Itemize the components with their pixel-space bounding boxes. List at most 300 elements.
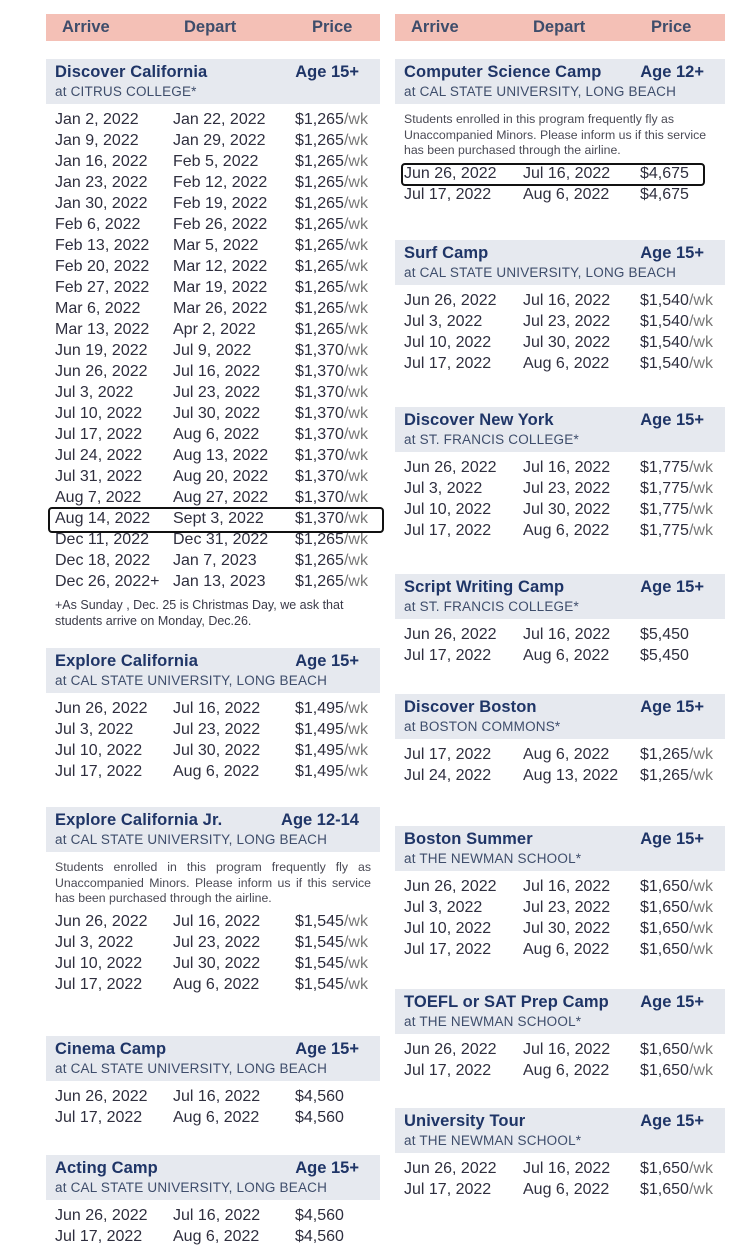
right-column-header [395,14,725,41]
price-unit: /wk [343,699,368,717]
price-value: $1,265 [295,257,344,275]
price-value: $1,265 [295,236,344,254]
depart-date: Jul 30, 2022 [523,333,611,351]
price [295,279,368,297]
depart-date: Jan 7, 2023 [173,551,257,569]
section-university-tour [395,1108,725,1200]
price-value: $1,545 [295,934,344,951]
price-unit: /wk [688,354,713,372]
section-toefl-sat-prep-camp [395,989,725,1081]
depart-date: Jul 9, 2022 [173,341,252,359]
price [295,132,368,150]
price-unit: /wk [688,458,713,476]
section-header [395,826,725,871]
price [295,552,368,570]
table-row [404,164,725,185]
section-title: Explore California [55,652,199,670]
section-header [395,59,725,104]
arrive-date: Aug 14, 2022 [55,509,151,527]
section-header [46,1036,380,1081]
section-age: Age 15+ [640,698,704,716]
price [640,501,713,519]
price [295,258,368,276]
price-unit: /wk [343,173,368,191]
schedule-rows [395,619,725,666]
price-value: $1,650 [640,1159,689,1177]
depart-date: Jul 16, 2022 [523,458,611,476]
arrive-date: Jul 3, 2022 [404,898,483,916]
price-unit: /wk [343,976,368,993]
arrive-date: Mar 6, 2022 [55,299,141,317]
section-title: Explore California Jr. [55,811,223,829]
price-value: $1,540 [640,291,689,309]
price-value: $1,265 [295,320,344,338]
price-value: $1,495 [295,762,344,780]
depart-date: Jul 30, 2022 [173,741,261,759]
section-age: Age 15+ [295,1040,359,1058]
price-unit: /wk [343,551,368,569]
arrive-date: Dec 18, 2022 [55,551,151,569]
schedule-rows [46,1200,380,1247]
price-value: $1,265 [640,766,689,784]
section-title: Surf Camp [404,244,489,262]
table-row [55,740,380,761]
table-row [404,897,725,918]
table-row [55,256,380,277]
price-unit: /wk [688,1159,713,1177]
price [640,920,713,938]
table-row [55,214,380,235]
right-column [395,14,725,1198]
price-unit: /wk [343,194,368,212]
table-row [404,939,725,960]
depart-date: Jul 16, 2022 [173,1206,261,1224]
price-value: $1,540 [640,333,689,351]
price-unit: /wk [688,940,713,958]
price-unit: /wk [688,312,713,330]
table-row [55,550,380,571]
price [295,216,368,234]
table-row [55,193,380,214]
price-unit: /wk [688,333,713,351]
price [295,489,368,507]
table-row [55,298,380,319]
price [640,878,713,896]
arrive-date: Jul 10, 2022 [404,500,492,518]
depart-date: Feb 5, 2022 [173,152,259,170]
table-row [404,185,725,206]
table-row [55,235,380,256]
depart-date: Jul 16, 2022 [523,1040,611,1058]
price-value: $1,650 [640,1180,689,1198]
depart-date: Aug 6, 2022 [523,646,610,664]
schedule-rows [46,104,380,592]
price [640,522,713,540]
price-value: $1,265 [295,215,344,233]
price-unit: /wk [343,341,368,359]
price-value: $1,540 [640,312,689,330]
price-value: $1,265 [640,745,689,763]
depart-date: Jul 16, 2022 [523,877,611,895]
depart-date: Jul 16, 2022 [523,165,611,182]
section-explore-california-jr [46,807,380,996]
price [295,573,368,591]
price-value: $1,370 [295,383,344,401]
depart-date: Jul 23, 2022 [523,479,611,497]
depart-date: Aug 27, 2022 [173,488,269,506]
price-value: $4,560 [295,1108,344,1126]
arrive-date: Jul 17, 2022 [404,521,492,539]
price-unit: /wk [343,404,368,422]
schedule-rows [395,739,725,786]
price-unit: /wk [343,362,368,380]
table-row [404,520,725,541]
price-value: $1,370 [295,446,344,464]
section-location: at THE NEWMAN SCHOOL* [404,1133,582,1148]
price-unit: /wk [688,1061,713,1079]
table-row [404,311,725,332]
arrive-date: Jun 26, 2022 [404,1040,497,1058]
table-row [404,645,725,666]
schedule-rows [46,907,380,996]
price-unit: /wk [688,877,713,895]
section-location: at CAL STATE UNIVERSITY, LONG BEACH [55,1061,328,1076]
schedule-rows [395,452,725,541]
price [295,1228,344,1246]
table-row [55,954,380,975]
section-header [395,989,725,1034]
price [640,626,689,644]
schedule-rows [395,1153,725,1200]
price-unit: /wk [343,257,368,275]
table-row [404,499,725,520]
section-discover-new-york [395,407,725,541]
arrive-date: Jan 23, 2022 [55,173,148,191]
depart-date: Aug 6, 2022 [523,940,610,958]
left-column [46,14,380,1245]
schedule-rows [395,285,725,374]
price-unit: /wk [343,320,368,338]
depart-date: Aug 6, 2022 [173,1108,260,1126]
price-value: $1,650 [640,898,689,916]
arrive-date: Jul 10, 2022 [55,404,143,422]
price [640,459,713,477]
arrive-date: Jul 10, 2022 [404,919,492,937]
price-unit: /wk [343,278,368,296]
arrive-date: Feb 13, 2022 [55,236,150,254]
arrive-date: Jun 26, 2022 [404,1159,497,1177]
left-column-header [46,14,380,41]
depart-date: Aug 13, 2022 [173,446,269,464]
price [295,153,368,171]
price-unit: /wk [688,500,713,518]
depart-date: Jul 16, 2022 [173,699,261,717]
price [295,111,368,129]
table-row [55,912,380,933]
depart-date: Aug 6, 2022 [173,425,260,443]
price-value: $1,265 [295,173,344,191]
table-row [404,457,725,478]
price-value: $1,495 [295,699,344,717]
table-row [55,1226,380,1247]
arrive-date: Feb 20, 2022 [55,257,150,275]
depart-date: Jul 23, 2022 [523,312,611,330]
section-age: Age 15+ [295,1159,359,1177]
section-title: Discover Boston [404,698,537,716]
table-row [55,933,380,954]
section-title: TOEFL or SAT Prep Camp [404,993,609,1011]
table-row [55,719,380,740]
price-unit: /wk [343,215,368,233]
price-unit: /wk [343,488,368,506]
price [640,941,713,959]
arrive-date: Jul 17, 2022 [404,354,492,372]
section-age: Age 12-14 [281,811,359,829]
price [295,510,368,528]
table-row [404,876,725,897]
price-unit: /wk [688,479,713,497]
price-value: $1,370 [295,467,344,485]
section-header [395,1108,725,1153]
price-unit: /wk [343,110,368,128]
price [640,334,713,352]
depart-date: Jul 23, 2022 [173,934,261,951]
table-row [55,1086,380,1107]
price [295,237,368,255]
price-unit: /wk [343,299,368,317]
price-value: $1,265 [295,530,344,548]
table-row [404,290,725,311]
depart-date: Aug 20, 2022 [173,467,269,485]
depart-date: Aug 6, 2022 [523,354,610,372]
price-unit: /wk [343,383,368,401]
section-location: at THE NEWMAN SCHOOL* [404,1014,582,1029]
price-value: $1,265 [295,110,344,128]
arrive-date: Jun 26, 2022 [55,699,148,717]
arrive-date: Jul 3, 2022 [55,934,134,951]
price-value: $1,265 [295,299,344,317]
price-value: $1,265 [295,278,344,296]
depart-date: Feb 12, 2022 [173,173,268,191]
section-age: Age 15+ [640,993,704,1011]
price-unit: /wk [343,131,368,149]
section-script-writing-camp [395,574,725,666]
price [295,1109,344,1127]
arrive-date: Jun 26, 2022 [55,1087,148,1105]
arrive-date: Jul 3, 2022 [55,383,134,401]
table-row [55,130,380,151]
price [295,447,368,465]
header-depart: Depart [533,18,586,36]
price-value: $4,560 [295,1227,344,1245]
price [640,165,689,183]
price-value: $1,265 [295,572,344,590]
depart-date: Jan 13, 2023 [173,572,266,590]
table-row [55,361,380,382]
table-row [55,571,380,592]
price [295,934,368,952]
price-value: $1,775 [640,479,689,497]
price-value: $1,265 [295,131,344,149]
table-row [55,698,380,719]
depart-date: Jul 16, 2022 [173,362,261,380]
depart-date: Jul 16, 2022 [523,625,611,643]
christmas-footnote: +As Sunday , Dec. 25 is Christmas Day, we ask that students arrive on Monday, Dec.26. [55,598,344,628]
price [640,1062,713,1080]
section-header [395,407,725,452]
price-unit: /wk [343,152,368,170]
section-title: Discover New York [404,411,554,429]
table-row [404,1158,725,1179]
price-value: $1,650 [640,877,689,895]
table-row [55,340,380,361]
price-value: $1,370 [295,404,344,422]
table-row [55,761,380,782]
arrive-date: Jun 26, 2022 [404,165,497,182]
price-value: $1,775 [640,458,689,476]
price-value: $1,495 [295,720,344,738]
section-header [46,59,380,104]
price [640,899,713,917]
table-row [404,624,725,645]
section-surf-camp [395,240,725,374]
section-location: at CITRUS COLLEGE* [55,84,197,99]
price [640,1041,713,1059]
price [640,186,689,204]
section-age: Age 15+ [640,1112,704,1130]
price [295,1088,344,1106]
arrive-date: Jul 17, 2022 [55,425,143,443]
table-row [55,382,380,403]
depart-date: Jul 16, 2022 [173,1087,261,1105]
price [295,976,368,994]
section-age: Age 15+ [295,652,359,670]
schedule-rows [395,159,725,206]
price [295,700,368,718]
section-header [46,1155,380,1200]
price-value: $1,650 [640,940,689,958]
price [295,531,368,549]
price-value: $1,370 [295,509,344,527]
depart-date: Aug 6, 2022 [173,976,260,993]
table-row [55,1205,380,1226]
depart-date: Jul 30, 2022 [173,404,261,422]
price-value: $1,540 [640,354,689,372]
section-location: at CAL STATE UNIVERSITY, LONG BEACH [55,832,328,847]
price [295,1207,344,1225]
price-unit: /wk [343,530,368,548]
table-row [404,744,725,765]
depart-date: Feb 19, 2022 [173,194,268,212]
arrive-date: Jul 10, 2022 [404,333,492,351]
section-location: at CAL STATE UNIVERSITY, LONG BEACH [55,673,328,688]
price [295,913,368,931]
price-unit: /wk [688,1040,713,1058]
section-title: Script Writing Camp [404,578,565,596]
arrive-date: Aug 7, 2022 [55,488,142,506]
table-row [404,765,725,786]
arrive-date: Jul 17, 2022 [404,186,492,203]
table-row [55,975,380,996]
price [640,355,713,373]
price-unit: /wk [688,1180,713,1198]
section-location: at CAL STATE UNIVERSITY, LONG BEACH [404,84,677,99]
unaccompanied-minor-note: Students enrolled in this program frequently fly as Unaccompanied Minors. Please inform us if this service has been purchased through the airline. [55,860,371,905]
arrive-date: Jul 17, 2022 [404,1061,492,1079]
arrive-date: Jun 26, 2022 [55,913,148,930]
section-title: University Tour [404,1112,526,1130]
price-value: $1,265 [295,551,344,569]
section-age: Age 15+ [640,830,704,848]
section-header [395,240,725,285]
header-arrive: Arrive [411,18,459,36]
price [295,763,368,781]
price [295,363,368,381]
price-unit: /wk [688,919,713,937]
section-location: at ST. FRANCIS COLLEGE* [404,432,579,447]
arrive-date: Jul 17, 2022 [404,745,492,763]
table-row [55,487,380,508]
price-unit: /wk [343,955,368,972]
price [295,405,368,423]
table-row [404,918,725,939]
depart-date: Jul 30, 2022 [173,955,261,972]
price-unit: /wk [688,521,713,539]
depart-date: Jul 16, 2022 [173,913,261,930]
price-unit: /wk [343,467,368,485]
price-unit: /wk [343,913,368,930]
schedule-rows [46,1081,380,1128]
depart-date: Mar 26, 2022 [173,299,268,317]
section-title: Boston Summer [404,830,533,848]
arrive-date: Jun 26, 2022 [404,877,497,895]
section-title: Cinema Camp [55,1040,167,1058]
arrive-date: Jul 10, 2022 [55,741,143,759]
price [640,746,713,764]
schedule-rows [395,1034,725,1081]
section-explore-california [46,648,380,782]
arrive-date: Jul 17, 2022 [404,646,492,664]
table-row [55,151,380,172]
price-value: $4,560 [295,1087,344,1105]
arrive-date: Jul 3, 2022 [404,479,483,497]
price [295,468,368,486]
price-value: $4,675 [640,165,689,182]
table-row [404,1179,725,1200]
arrive-date: Jan 2, 2022 [55,110,139,128]
arrive-date: Jul 17, 2022 [404,1180,492,1198]
arrive-date: Feb 6, 2022 [55,215,141,233]
depart-date: Jan 29, 2022 [173,131,266,149]
arrive-date: Jul 31, 2022 [55,467,143,485]
depart-date: Aug 6, 2022 [173,1227,260,1245]
price-value: $1,370 [295,488,344,506]
depart-date: Jul 23, 2022 [173,383,261,401]
price-unit: /wk [343,762,368,780]
header-price: Price [312,18,353,36]
arrive-date: Jun 26, 2022 [55,362,148,380]
depart-date: Aug 6, 2022 [523,186,610,203]
table-row [404,1039,725,1060]
arrive-date: Jan 30, 2022 [55,194,148,212]
depart-date: Aug 6, 2022 [523,1061,610,1079]
depart-date: Aug 6, 2022 [523,521,610,539]
section-boston-summer [395,826,725,960]
depart-date: Jan 22, 2022 [173,110,266,128]
header-depart: Depart [184,18,237,36]
price [295,384,368,402]
arrive-date: Jun 19, 2022 [55,341,148,359]
